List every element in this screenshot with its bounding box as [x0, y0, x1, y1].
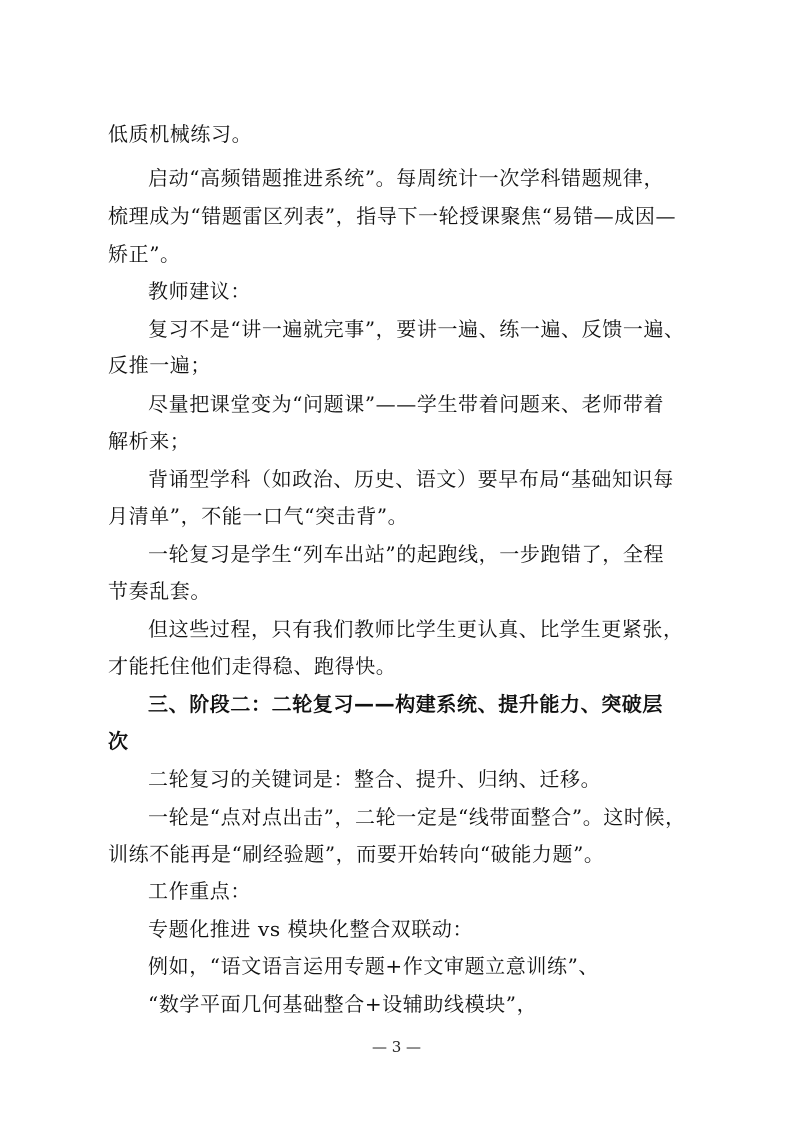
paragraph-line: 教师建议： [148, 279, 251, 303]
paragraph-line: 例如，“语文语言运用专题+作文审题立意训练”、 [148, 954, 600, 978]
paragraph-line: 一轮是“点对点出击”，二轮一定是“线带面整合”。这时候， [148, 805, 686, 829]
paragraph-line: 反推一遍； [108, 353, 211, 377]
paragraph-line: 节奏乱套。 [108, 579, 211, 603]
section-heading: 次 [108, 729, 129, 753]
paragraph-line: 解析来； [108, 429, 191, 453]
paragraph-line: 矫正”。 [108, 242, 181, 266]
section-heading: 三、阶段二：二轮复习——构建系统、提升能力、突破层 [148, 692, 663, 716]
page-number: — 3 — [371, 1038, 422, 1056]
paragraph-line: 梳理成为“错题雷区列表”，指导下一轮授课聚焦“易错—成因— [108, 204, 677, 228]
paragraph-line: 一轮复习是学生“列车出站”的起跑线，一步跑错了，全程 [148, 542, 665, 566]
paragraph-line: 尽量把课堂变为“问题课”——学生带着问题来、老师带着 [148, 392, 665, 416]
paragraph-line: 背诵型学科（如政治、历史、语文）要早布局“基础知识每 [148, 467, 674, 491]
paragraph-line: 工作重点： [148, 879, 251, 903]
paragraph-line: 训练不能再是“刷经验题”，而要开始转向“破能力题”。 [108, 842, 605, 866]
paragraph-line: 复习不是“讲一遍就完事”，要讲一遍、练一遍、反馈一遍、 [148, 317, 685, 341]
paragraph-line: 二轮复习的关键词是：整合、提升、归纳、迁移。 [148, 767, 602, 791]
paragraph-line: 月清单”，不能一口气“突击背”。 [108, 504, 409, 528]
paragraph-line: 才能托住他们走得稳、跑得快。 [108, 654, 397, 678]
paragraph-line: 启动“高频错题推进系统”。每周统计一次学科错题规律， [148, 166, 665, 190]
paragraph-line: 专题化推进 vs 模块化整合双联动： [148, 917, 474, 941]
paragraph-line: “数学平面几何基础整合+设辅助线模块”， [148, 992, 538, 1016]
paragraph-line: 但这些过程，只有我们教师比学生更认真、比学生更紧张， [148, 617, 684, 641]
paragraph-line: 低质机械练习。 [108, 122, 253, 146]
